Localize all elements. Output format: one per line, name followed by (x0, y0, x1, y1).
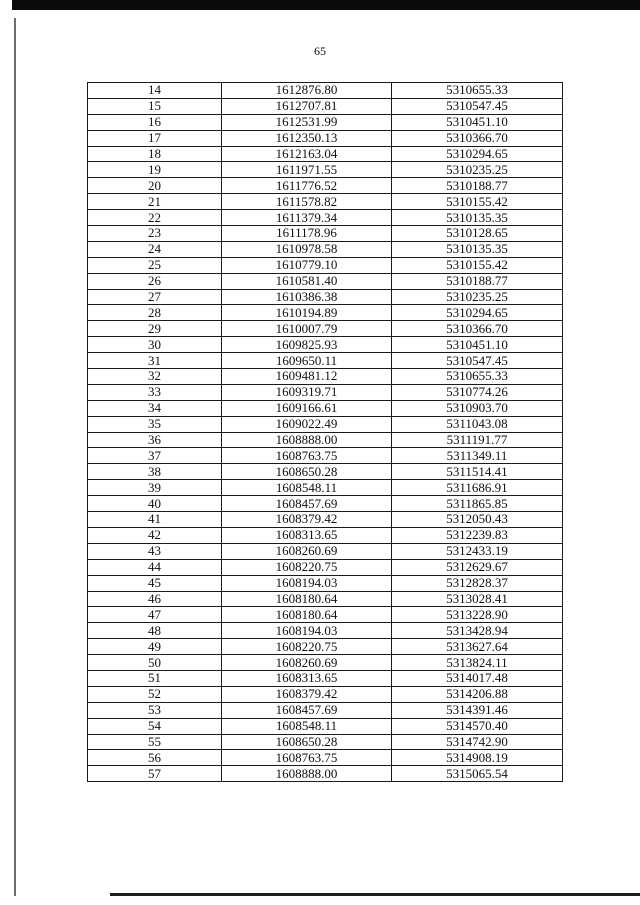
table-row (88, 83, 563, 99)
point-number-cell: 54 (88, 718, 222, 734)
table-row (88, 496, 563, 512)
x-coordinate-cell: 1608260.69 (222, 543, 392, 559)
y-coordinate-cell: 5310655.33 (392, 369, 563, 385)
table-row (88, 432, 563, 448)
y-coordinate-cell: 5310135.35 (392, 241, 563, 257)
x-coordinate-cell: 1608650.28 (222, 464, 392, 480)
table-row (88, 146, 563, 162)
x-coordinate-cell: 1609650.11 (222, 353, 392, 369)
point-number-cell: 24 (88, 241, 222, 257)
x-coordinate-cell: 1608313.65 (222, 527, 392, 543)
x-coordinate-cell: 1610978.58 (222, 241, 392, 257)
x-coordinate-cell: 1608180.64 (222, 591, 392, 607)
point-number-cell: 17 (88, 130, 222, 146)
table-row (88, 543, 563, 559)
point-number-cell: 45 (88, 575, 222, 591)
y-coordinate-cell: 5310155.42 (392, 257, 563, 273)
point-number-cell: 20 (88, 178, 222, 194)
y-coordinate-cell: 5314206.88 (392, 686, 563, 702)
y-coordinate-cell: 5310903.70 (392, 400, 563, 416)
point-number-cell: 44 (88, 559, 222, 575)
point-number-cell: 39 (88, 480, 222, 496)
x-coordinate-cell: 1610581.40 (222, 273, 392, 289)
x-coordinate-cell: 1608180.64 (222, 607, 392, 623)
table-row (88, 718, 563, 734)
x-coordinate-cell: 1609319.71 (222, 384, 392, 400)
y-coordinate-cell: 5310188.77 (392, 178, 563, 194)
table-row (88, 575, 563, 591)
y-coordinate-cell: 5310366.70 (392, 130, 563, 146)
y-coordinate-cell: 5310655.33 (392, 83, 563, 99)
point-number-cell: 56 (88, 750, 222, 766)
x-coordinate-cell: 1608888.00 (222, 432, 392, 448)
y-coordinate-cell: 5312433.19 (392, 543, 563, 559)
x-coordinate-cell: 1611971.55 (222, 162, 392, 178)
point-number-cell: 48 (88, 623, 222, 639)
x-coordinate-cell: 1612707.81 (222, 98, 392, 114)
point-number-cell: 25 (88, 257, 222, 273)
point-number-cell: 43 (88, 543, 222, 559)
y-coordinate-cell: 5313228.90 (392, 607, 563, 623)
table-row (88, 162, 563, 178)
y-coordinate-cell: 5313627.64 (392, 639, 563, 655)
table-row (88, 353, 563, 369)
x-coordinate-cell: 1610007.79 (222, 321, 392, 337)
point-number-cell: 16 (88, 114, 222, 130)
y-coordinate-cell: 5310155.42 (392, 194, 563, 210)
x-coordinate-cell: 1609166.61 (222, 400, 392, 416)
table-row (88, 655, 563, 671)
table-row (88, 639, 563, 655)
point-number-cell: 47 (88, 607, 222, 623)
y-coordinate-cell: 5313428.94 (392, 623, 563, 639)
y-coordinate-cell: 5311686.91 (392, 480, 563, 496)
table-row (88, 734, 563, 750)
table-row (88, 305, 563, 321)
y-coordinate-cell: 5310235.25 (392, 162, 563, 178)
y-coordinate-cell: 5310135.35 (392, 210, 563, 226)
y-coordinate-cell: 5311514.41 (392, 464, 563, 480)
point-number-cell: 42 (88, 527, 222, 543)
table-row (88, 766, 563, 782)
table-row (88, 559, 563, 575)
x-coordinate-cell: 1608194.03 (222, 623, 392, 639)
table-row (88, 130, 563, 146)
point-number-cell: 53 (88, 702, 222, 718)
table-row (88, 210, 563, 226)
y-coordinate-cell: 5310294.65 (392, 305, 563, 321)
point-number-cell: 51 (88, 670, 222, 686)
table-row (88, 369, 563, 385)
point-number-cell: 28 (88, 305, 222, 321)
point-number-cell: 30 (88, 337, 222, 353)
x-coordinate-cell: 1608548.11 (222, 718, 392, 734)
table-row (88, 750, 563, 766)
y-coordinate-cell: 5314017.48 (392, 670, 563, 686)
x-coordinate-cell: 1611578.82 (222, 194, 392, 210)
table-row (88, 607, 563, 623)
y-coordinate-cell: 5312239.83 (392, 527, 563, 543)
table-row (88, 591, 563, 607)
x-coordinate-cell: 1610194.89 (222, 305, 392, 321)
y-coordinate-cell: 5310547.45 (392, 353, 563, 369)
y-coordinate-cell: 5310128.65 (392, 226, 563, 242)
scan-top-border (12, 0, 640, 10)
table-row (88, 257, 563, 273)
y-coordinate-cell: 5310451.10 (392, 337, 563, 353)
table-row (88, 464, 563, 480)
point-number-cell: 46 (88, 591, 222, 607)
table-row (88, 289, 563, 305)
y-coordinate-cell: 5310451.10 (392, 114, 563, 130)
point-number-cell: 55 (88, 734, 222, 750)
point-number-cell: 14 (88, 83, 222, 99)
y-coordinate-cell: 5312828.37 (392, 575, 563, 591)
x-coordinate-cell: 1608888.00 (222, 766, 392, 782)
point-number-cell: 29 (88, 321, 222, 337)
y-coordinate-cell: 5312629.67 (392, 559, 563, 575)
point-number-cell: 38 (88, 464, 222, 480)
y-coordinate-cell: 5311191.77 (392, 432, 563, 448)
y-coordinate-cell: 5310188.77 (392, 273, 563, 289)
x-coordinate-cell: 1611776.52 (222, 178, 392, 194)
coordinates-table (87, 82, 563, 782)
point-number-cell: 34 (88, 400, 222, 416)
coordinates-table-body (88, 83, 563, 782)
x-coordinate-cell: 1608763.75 (222, 448, 392, 464)
point-number-cell: 33 (88, 384, 222, 400)
point-number-cell: 35 (88, 416, 222, 432)
x-coordinate-cell: 1610386.38 (222, 289, 392, 305)
y-coordinate-cell: 5310774.26 (392, 384, 563, 400)
x-coordinate-cell: 1608220.75 (222, 639, 392, 655)
point-number-cell: 52 (88, 686, 222, 702)
x-coordinate-cell: 1609481.12 (222, 369, 392, 385)
table-row (88, 384, 563, 400)
x-coordinate-cell: 1612163.04 (222, 146, 392, 162)
point-number-cell: 26 (88, 273, 222, 289)
point-number-cell: 31 (88, 353, 222, 369)
x-coordinate-cell: 1608457.69 (222, 702, 392, 718)
point-number-cell: 36 (88, 432, 222, 448)
page-number: 65 (314, 44, 326, 58)
y-coordinate-cell: 5315065.54 (392, 766, 563, 782)
table-row (88, 98, 563, 114)
x-coordinate-cell: 1608194.03 (222, 575, 392, 591)
y-coordinate-cell: 5314908.19 (392, 750, 563, 766)
point-number-cell: 32 (88, 369, 222, 385)
table-row (88, 702, 563, 718)
x-coordinate-cell: 1608260.69 (222, 655, 392, 671)
point-number-cell: 27 (88, 289, 222, 305)
table-row (88, 114, 563, 130)
x-coordinate-cell: 1612876.80 (222, 83, 392, 99)
y-coordinate-cell: 5310235.25 (392, 289, 563, 305)
point-number-cell: 41 (88, 512, 222, 528)
table-row (88, 337, 563, 353)
x-coordinate-cell: 1608379.42 (222, 512, 392, 528)
point-number-cell: 40 (88, 496, 222, 512)
x-coordinate-cell: 1608548.11 (222, 480, 392, 496)
y-coordinate-cell: 5314391.46 (392, 702, 563, 718)
y-coordinate-cell: 5310366.70 (392, 321, 563, 337)
table-row (88, 623, 563, 639)
table-row (88, 416, 563, 432)
table-row (88, 448, 563, 464)
table-row (88, 512, 563, 528)
x-coordinate-cell: 1609825.93 (222, 337, 392, 353)
point-number-cell: 50 (88, 655, 222, 671)
y-coordinate-cell: 5313824.11 (392, 655, 563, 671)
y-coordinate-cell: 5311349.11 (392, 448, 563, 464)
point-number-cell: 19 (88, 162, 222, 178)
x-coordinate-cell: 1608379.42 (222, 686, 392, 702)
table-row (88, 178, 563, 194)
table-row (88, 400, 563, 416)
table-row (88, 241, 563, 257)
table-row (88, 670, 563, 686)
point-number-cell: 23 (88, 226, 222, 242)
point-number-cell: 21 (88, 194, 222, 210)
scan-bottom-border (110, 893, 640, 896)
table-row (88, 527, 563, 543)
table-row (88, 273, 563, 289)
x-coordinate-cell: 1610779.10 (222, 257, 392, 273)
point-number-cell: 57 (88, 766, 222, 782)
y-coordinate-cell: 5314742.90 (392, 734, 563, 750)
y-coordinate-cell: 5312050.43 (392, 512, 563, 528)
y-coordinate-cell: 5311043.08 (392, 416, 563, 432)
x-coordinate-cell: 1608313.65 (222, 670, 392, 686)
table-row (88, 226, 563, 242)
y-coordinate-cell: 5310294.65 (392, 146, 563, 162)
x-coordinate-cell: 1611379.34 (222, 210, 392, 226)
scan-left-border (14, 18, 16, 896)
point-number-cell: 22 (88, 210, 222, 226)
table-row (88, 194, 563, 210)
point-number-cell: 18 (88, 146, 222, 162)
x-coordinate-cell: 1612531.99 (222, 114, 392, 130)
y-coordinate-cell: 5313028.41 (392, 591, 563, 607)
x-coordinate-cell: 1611178.96 (222, 226, 392, 242)
x-coordinate-cell: 1608650.28 (222, 734, 392, 750)
point-number-cell: 37 (88, 448, 222, 464)
point-number-cell: 49 (88, 639, 222, 655)
table-row (88, 480, 563, 496)
x-coordinate-cell: 1608220.75 (222, 559, 392, 575)
table-row (88, 686, 563, 702)
x-coordinate-cell: 1612350.13 (222, 130, 392, 146)
x-coordinate-cell: 1608457.69 (222, 496, 392, 512)
x-coordinate-cell: 1608763.75 (222, 750, 392, 766)
y-coordinate-cell: 5310547.45 (392, 98, 563, 114)
table-row (88, 321, 563, 337)
y-coordinate-cell: 5314570.40 (392, 718, 563, 734)
x-coordinate-cell: 1609022.49 (222, 416, 392, 432)
y-coordinate-cell: 5311865.85 (392, 496, 563, 512)
point-number-cell: 15 (88, 98, 222, 114)
